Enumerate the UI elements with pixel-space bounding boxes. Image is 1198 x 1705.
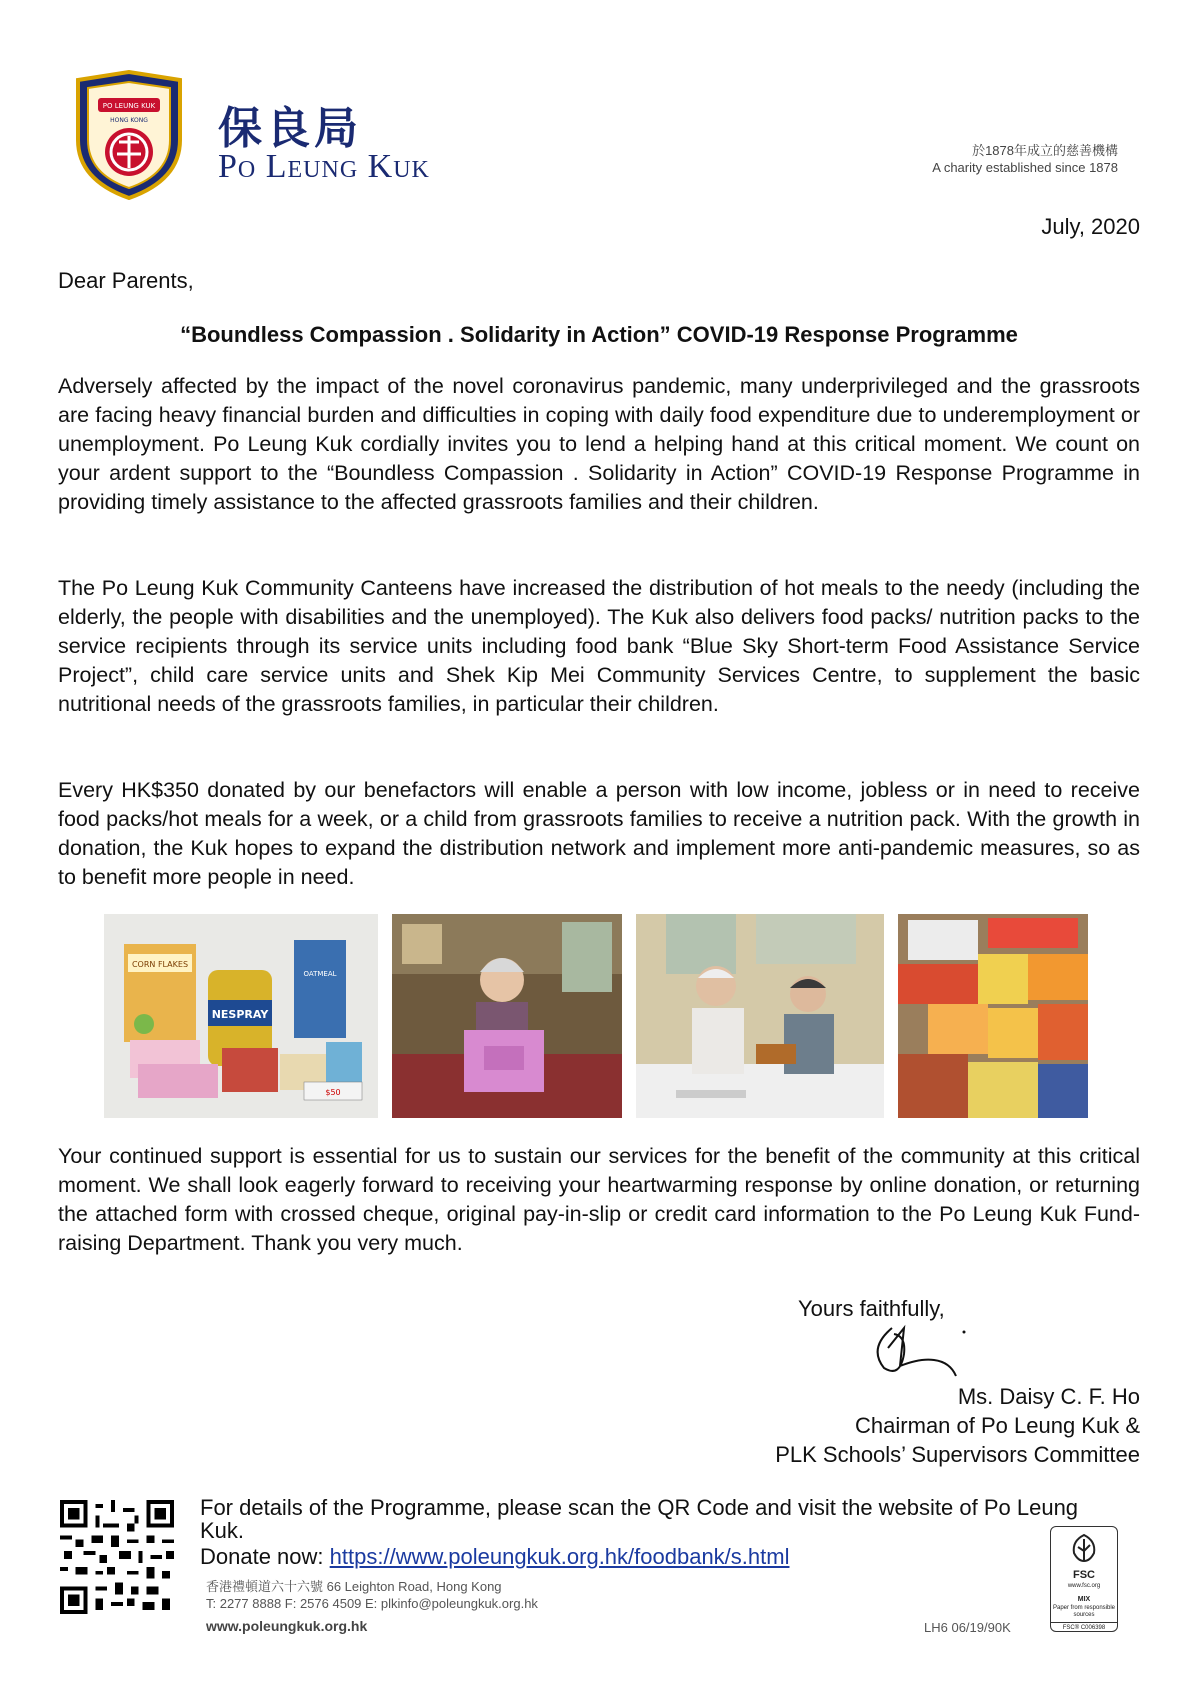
paragraph-4: Your continued support is essential for us to sustain our services for the benefit of the community at this critical moment. We shall look eagerly forward to receiving your heartwarming response by online donation, or returning the attached form with crossed cheque, original pay-in-slip or credit card information to the Po Leung Kuk Fund-raising Department. Thank you very much. bbox=[58, 1144, 1140, 1255]
established-en: A charity established since 1878 bbox=[932, 160, 1118, 175]
letterhead-code: LH6 06/19/90K bbox=[924, 1620, 1011, 1635]
signer-name: Ms. Daisy C. F. Ho bbox=[957, 1384, 1140, 1409]
crest-text: PO LEUNG KUK bbox=[102, 102, 156, 110]
signature-icon bbox=[860, 1318, 970, 1382]
paragraph-1: Adversely affected by the impact of the novel coronavirus pandemic, many underprivileged and the grassroots are facing heavy financial burden and difficulties in coping with daily food expenditure due to underemployment or unemployment. Po Leung Kuk cordially invites you to lend a helping hand at this critical moment. We count on your ardent support to the “Boundless Compassion . Solidarity in Action” COVID-19 Response Programme in providing timely assistance to the affected grassroots families and their children. bbox=[58, 374, 1140, 514]
letter-date: July, 2020 bbox=[1041, 214, 1140, 239]
photo-elderly-with-bag bbox=[392, 914, 622, 1118]
photo-label-corn-flakes: CORN FLAKES bbox=[131, 960, 189, 969]
photo-food-bank-shelves bbox=[898, 914, 1088, 1118]
paragraph-2: The Po Leung Kuk Community Canteens have increased the distribution of hot meals to the needy (including the elderly, the people with disabilities and the unemployed). The Kuk also delivers food packs/ nutrition packs to the service recipients through its service units including food bank “Blue Sky Short-term Food Assistance Service Project”, child care service units and Shek Kip Mei Community Services Centre, to supplement the basic nutritional needs of the grassroots families, in particular their children. bbox=[58, 576, 1140, 716]
org-name-cn: 保良局 bbox=[218, 103, 362, 154]
closing: Yours faithfully, bbox=[798, 1296, 945, 1321]
photo-elderly-dining bbox=[636, 914, 884, 1118]
programme-details: For details of the Programme, please scan the QR Code and visit the website of Po Leung Kuk. bbox=[200, 1495, 1079, 1543]
fsc-desc: Paper from responsible sources bbox=[1052, 1605, 1116, 1618]
fsc-code: FSC® C006398 bbox=[1051, 1622, 1117, 1631]
signer-title-2: PLK Schools’ Supervisors Committee bbox=[775, 1442, 1140, 1467]
address: 香港禮頓道六十六號 66 Leighton Road, Hong Kong bbox=[206, 1579, 502, 1594]
fsc-site: www.fsc.org bbox=[1067, 1583, 1101, 1589]
fsc-badge bbox=[1050, 1526, 1118, 1632]
photo-food-pack bbox=[104, 914, 378, 1118]
website[interactable]: www.poleungkuk.org.hk bbox=[206, 1618, 368, 1634]
letter-title: “Boundless Compassion . Solidarity in Action” COVID-19 Response Programme bbox=[180, 322, 1018, 347]
signer-block bbox=[775, 1382, 1140, 1469]
fsc-tree-icon bbox=[1064, 1531, 1104, 1565]
org-name-en: Po Leung Kuk bbox=[218, 148, 430, 185]
salutation: Dear Parents, bbox=[58, 268, 194, 293]
fsc-name: FSC bbox=[1073, 1569, 1095, 1581]
donate-line bbox=[200, 1544, 789, 1570]
donate-link[interactable]: https://www.poleungkuk.org.hk/foodbank/s.html bbox=[329, 1544, 790, 1569]
contact-info: T: 2277 8888 F: 2576 4509 E: plkinfo@poleungkuk.org.hk bbox=[206, 1596, 538, 1611]
photo-label-oatmeal: OATMEAL bbox=[303, 970, 337, 978]
crest-subtext: HONG KONG bbox=[110, 117, 148, 124]
photo-label-nespray: NESPRAY bbox=[211, 1008, 269, 1021]
qr-code-icon bbox=[60, 1500, 174, 1614]
paragraph-3: Every HK$350 donated by our benefactors will enable a person with low income, jobless or in need to receive food packs/hot meals for a week, or a child from grassroots families to receive a nutrition pack. With the growth in donation, the Kuk hopes to expand the distribution network and implement more anti-pandemic measures, so as to benefit more people in need. bbox=[58, 778, 1140, 889]
donate-label: Donate now: bbox=[200, 1544, 324, 1569]
fsc-mix: MIX bbox=[1077, 1596, 1091, 1603]
signer-title-1: Chairman of Po Leung Kuk & bbox=[855, 1413, 1140, 1438]
photo-label-voucher: $50 bbox=[325, 1088, 341, 1097]
established-cn: 於1878年成立的慈善機構 bbox=[972, 143, 1118, 158]
crest-logo-icon bbox=[70, 70, 188, 200]
